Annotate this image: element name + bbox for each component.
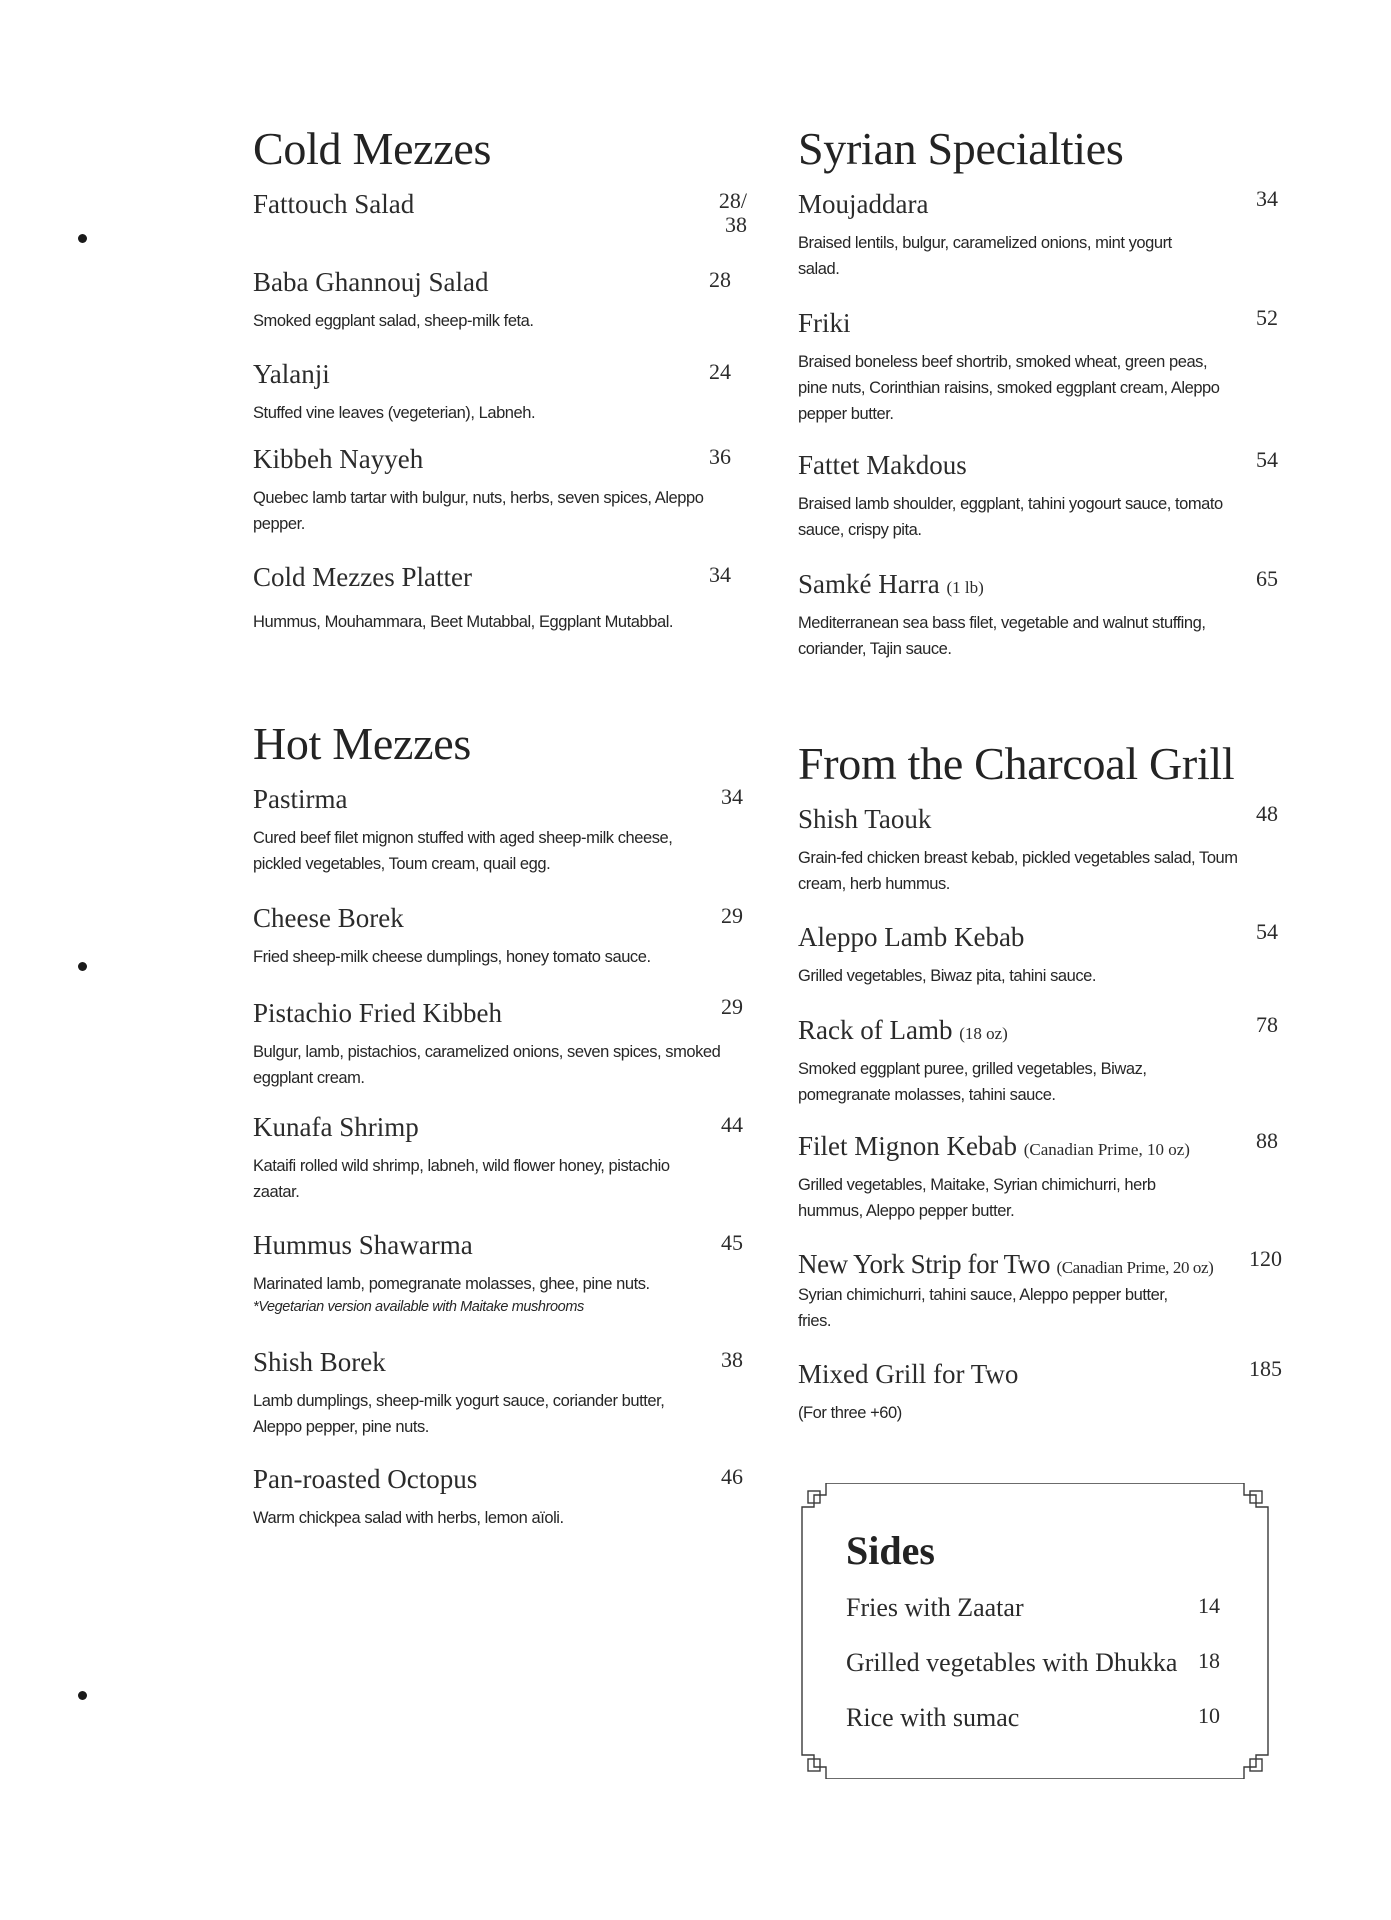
- menu-item: [253, 268, 743, 360]
- item-price: 54: [1256, 447, 1278, 472]
- sides-content: [846, 1528, 1236, 1758]
- item-price: 38: [721, 1347, 743, 1372]
- item-description: Kataifi rolled wild shrimp, labneh, wild flower honey, pistachio zaatar.: [253, 1156, 670, 1201]
- item-price: 54: [1256, 919, 1278, 944]
- item-name: Cheese Borek: [253, 903, 404, 933]
- item-description: Fried sheep-milk cheese dumplings, honey tomato sauce.: [253, 947, 651, 966]
- item-name: Baba Ghannouj Salad: [253, 267, 489, 297]
- item-description: Braised boneless beef shortrib, smoked wheat, green peas, pine nuts, Corinthian raisins, smoked eggplant cream, Aleppo pepper butter.: [798, 352, 1220, 423]
- item-price: 28: [709, 267, 731, 292]
- section-title: Cold Mezzes: [253, 123, 492, 174]
- item-name-text: New York Strip for Two: [798, 1249, 1051, 1279]
- item-name: [798, 1132, 1278, 1162]
- item-price: 120: [1249, 1246, 1282, 1271]
- margin-bullet-top: [78, 234, 87, 243]
- menu-item: [798, 1356, 1282, 1426]
- menu-item: [798, 1246, 1282, 1360]
- side-name: Fries with Zaatar: [846, 1593, 1024, 1622]
- item-name: Pistachio Fried Kibbeh: [253, 998, 502, 1028]
- item-description: Cured beef filet mignon stuffed with aged sheep-milk cheese, pickled vegetables, Toum cream, quail egg.: [253, 828, 673, 873]
- item-description: Braised lamb shoulder, eggplant, tahini yogourt sauce, tomato sauce, crispy pita.: [798, 494, 1223, 539]
- item-name: [798, 570, 1278, 600]
- item-price: 34: [721, 784, 743, 809]
- item-name: [798, 1250, 1278, 1280]
- item-description: Smoked eggplant puree, grilled vegetables, Biwaz, pomegranate molasses, tahini sauce.: [798, 1059, 1147, 1104]
- section-title: Hot Mezzes: [253, 718, 471, 769]
- menu-item: [253, 1348, 743, 1465]
- item-price: 88: [1256, 1128, 1278, 1153]
- item-name: Mixed Grill for Two: [798, 1359, 1019, 1389]
- item-name: Pan-roasted Octopus: [253, 1464, 478, 1494]
- item-price: 78: [1256, 1012, 1278, 1037]
- side-name: Grilled vegetables with Dhukka: [846, 1648, 1178, 1677]
- side-name: Rice with sumac: [846, 1703, 1020, 1732]
- item-price: 52: [1256, 305, 1278, 330]
- item-name: Moujaddara: [798, 189, 929, 219]
- hot-mezzes-section: [253, 718, 743, 1531]
- menu-item: [798, 447, 1278, 570]
- margin-bullet-bottom: [78, 1691, 87, 1700]
- item-price: 29: [721, 994, 743, 1019]
- item-price: 36: [709, 444, 731, 469]
- section-title: From the Charcoal Grill: [798, 738, 1235, 789]
- item-description: Lamb dumplings, sheep-milk yogurt sauce, coriander butter, Aleppo pepper, pine nuts.: [253, 1391, 665, 1436]
- item-name: Fattet Makdous: [798, 450, 967, 480]
- menu-item: [253, 1465, 743, 1531]
- item-price: 34: [1256, 186, 1278, 211]
- item-name: Pastirma: [253, 784, 348, 814]
- item-price: 65: [1256, 566, 1278, 591]
- item-price: 34: [709, 562, 731, 587]
- menu-item: [253, 563, 743, 635]
- item-size-note: (Canadian Prime, 20 oz): [1056, 1258, 1214, 1277]
- side-price: 14: [1198, 1593, 1220, 1618]
- item-name-text: Samké Harra: [798, 569, 940, 599]
- item-price: 45: [721, 1230, 743, 1255]
- menu-item: [253, 188, 747, 268]
- item-price: 29: [721, 903, 743, 928]
- item-name: [798, 1016, 1278, 1046]
- section-title: Syrian Specialties: [798, 123, 1124, 174]
- item-name: Cold Mezzes Platter: [253, 562, 472, 592]
- menu-item: [253, 1231, 743, 1348]
- item-name: Yalanji: [253, 359, 330, 389]
- item-name: Kunafa Shrimp: [253, 1112, 419, 1142]
- item-name: Kibbeh Nayyeh: [253, 444, 424, 474]
- item-price: 46: [721, 1464, 743, 1489]
- item-name-text: Rack of Lamb: [798, 1015, 953, 1045]
- item-description: Bulgur, lamb, pistachios, caramelized onions, seven spices, smoked eggplant cream.: [253, 1042, 721, 1087]
- menu-item: [798, 186, 1278, 309]
- item-price: 28/ 38: [718, 188, 747, 237]
- menu-item: [253, 994, 743, 1113]
- item-price: 185: [1249, 1356, 1282, 1381]
- sides-box: [798, 1483, 1272, 1779]
- margin-bullet-middle: [78, 962, 87, 971]
- item-description: (For three +60): [798, 1403, 902, 1422]
- item-description: Mediterranean sea bass filet, vegetable and walnut stuffing, coriander, Tajin sauce.: [798, 613, 1206, 658]
- item-description: Braised lentils, bulgur, caramelized onions, mint yogurt salad.: [798, 233, 1172, 278]
- item-size-note: (Canadian Prime, 10 oz): [1023, 1140, 1190, 1159]
- menu-item: [798, 1012, 1278, 1132]
- vegetarian-note: *Vegetarian version available with Maitake mushrooms: [253, 1298, 584, 1315]
- item-price: 24: [709, 359, 731, 384]
- menu-item: [798, 801, 1278, 923]
- cold-mezzes-section: [253, 123, 747, 635]
- item-description: Quebec lamb tartar with bulgur, nuts, herbs, seven spices, Aleppo pepper.: [253, 488, 704, 533]
- item-size-note: (1 lb): [946, 578, 984, 597]
- item-description: Grain-fed chicken breast kebab, pickled vegetables salad, Toum cream, herb hummus.: [798, 848, 1238, 893]
- item-name: Fattouch Salad: [253, 189, 415, 219]
- item-name: Hummus Shawarma: [253, 1230, 473, 1260]
- item-name: Shish Borek: [253, 1347, 386, 1377]
- charcoal-grill-section: [798, 738, 1282, 1426]
- item-name: Shish Taouk: [798, 804, 932, 834]
- menu-item: [253, 904, 743, 999]
- item-name: Friki: [798, 308, 851, 338]
- menu-item: [253, 785, 743, 904]
- item-description: Marinated lamb, pomegranate molasses, ghee, pine nuts.: [253, 1274, 650, 1293]
- side-item: [846, 1703, 1236, 1758]
- item-description: Syrian chimichurri, tahini sauce, Aleppo pepper butter, fries.: [798, 1285, 1168, 1330]
- side-price: 10: [1198, 1703, 1220, 1728]
- item-description: Grilled vegetables, Biwaz pita, tahini sauce.: [798, 966, 1097, 985]
- menu-item: [798, 1128, 1278, 1250]
- item-description: Warm chickpea salad with herbs, lemon aïoli.: [253, 1508, 564, 1527]
- item-price: 44: [721, 1112, 743, 1137]
- menu-item: [253, 1113, 743, 1231]
- item-description: Grilled vegetables, Maitake, Syrian chimichurri, herb hummus, Aleppo pepper butter.: [798, 1175, 1156, 1220]
- syrian-specialties-section: [798, 123, 1278, 662]
- side-item: [846, 1648, 1236, 1703]
- menu-item: [253, 360, 743, 445]
- section-title: Sides: [846, 1528, 935, 1573]
- item-description: Hummus, Mouhammara, Beet Mutabbal, Eggplant Mutabbal.: [253, 612, 674, 631]
- menu-item: [253, 445, 743, 563]
- item-description: Stuffed vine leaves (vegeterian), Labneh.: [253, 403, 536, 422]
- item-description: Smoked eggplant salad, sheep-milk feta.: [253, 311, 534, 330]
- item-name-text: Filet Mignon Kebab: [798, 1131, 1017, 1161]
- item-name: Aleppo Lamb Kebab: [798, 922, 1025, 952]
- item-size-note: (18 oz): [959, 1024, 1008, 1043]
- menu-item: [798, 566, 1278, 662]
- item-price: 48: [1256, 801, 1278, 826]
- side-price: 18: [1198, 1648, 1220, 1673]
- menu-item: [798, 919, 1278, 1016]
- menu-item: [798, 305, 1278, 451]
- side-item: [846, 1593, 1236, 1648]
